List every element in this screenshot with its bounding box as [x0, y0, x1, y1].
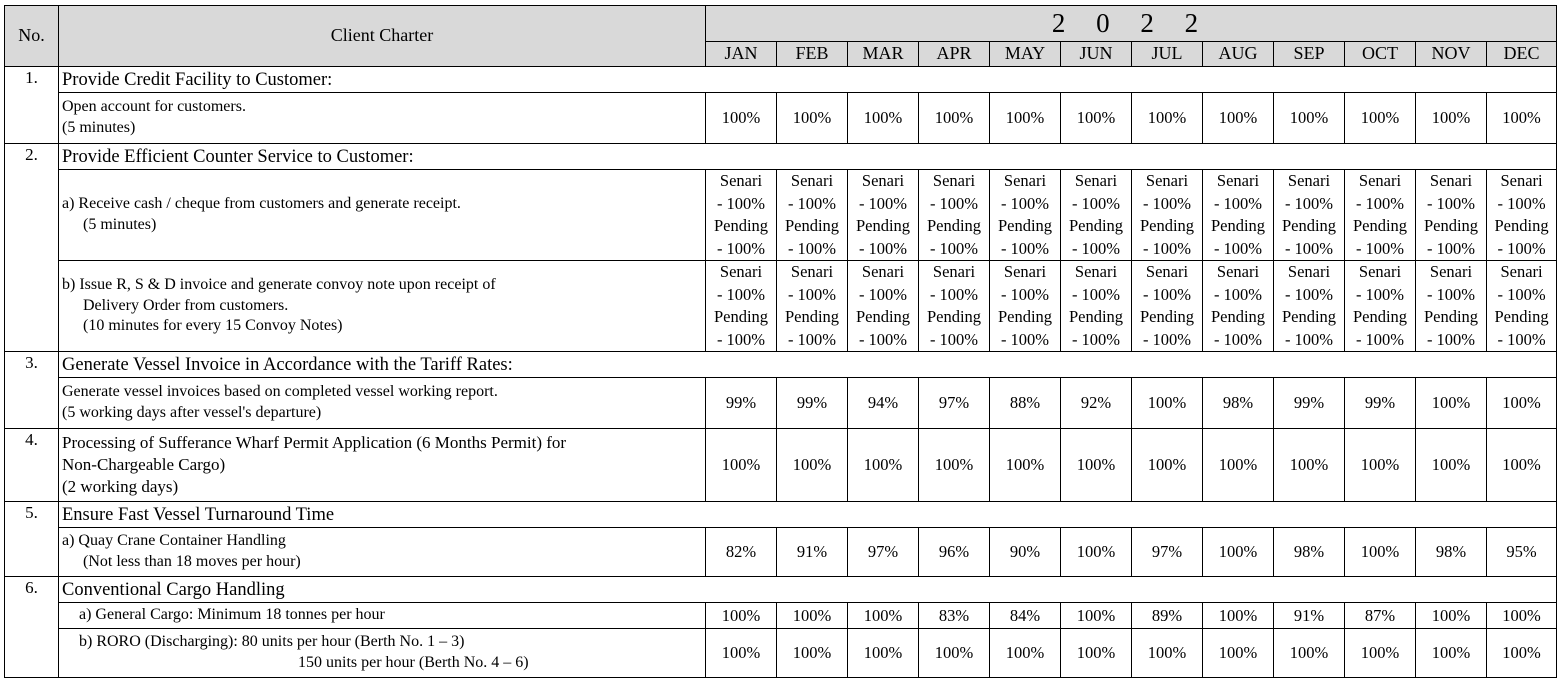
- status-line: - 100%: [1071, 284, 1121, 304]
- description-line: Non-Chargeable Cargo): [62, 455, 226, 475]
- status-line: - 100%: [716, 284, 766, 304]
- month-value-cell: 100%: [1345, 429, 1416, 502]
- status-line: Pending: [1068, 307, 1124, 327]
- month-value-cell: 100%: [1061, 93, 1132, 144]
- status-line: Senari: [1145, 171, 1189, 191]
- month-header-feb: FEB: [777, 42, 848, 67]
- status-line: - 100%: [787, 284, 837, 304]
- status-line: - 100%: [1355, 284, 1405, 304]
- month-value-cell: 99%: [706, 378, 777, 429]
- month-value-cell: 100%: [777, 629, 848, 678]
- section-number: 4.: [5, 429, 59, 502]
- status-line: - 100%: [1284, 329, 1334, 349]
- status-line: Pending: [1281, 216, 1337, 236]
- month-value-cell: 100%: [990, 429, 1061, 502]
- status-cell: [706, 261, 777, 352]
- month-value-cell: 100%: [1274, 429, 1345, 502]
- status-line: - 100%: [1000, 284, 1050, 304]
- status-line: Pending: [1494, 216, 1549, 236]
- status-line: - 100%: [929, 193, 979, 213]
- section-heading-row: [5, 577, 1557, 603]
- status-line: Senari: [1003, 262, 1047, 282]
- month-value-cell: 100%: [706, 429, 777, 502]
- status-line: Senari: [719, 171, 763, 191]
- status-cell: [706, 170, 777, 261]
- month-value-cell: 99%: [777, 378, 848, 429]
- status-line: Senari: [1500, 171, 1543, 191]
- month-value-cell: 94%: [848, 378, 919, 429]
- status-line: - 100%: [716, 193, 766, 213]
- status-line: Senari: [1216, 171, 1260, 191]
- status-line: Pending: [997, 216, 1053, 236]
- item-description: [59, 528, 706, 577]
- status-line: Senari: [1358, 262, 1402, 282]
- status-line: - 100%: [1142, 193, 1192, 213]
- status-line: - 100%: [1071, 329, 1121, 349]
- section-number: 6.: [5, 577, 59, 678]
- month-value-cell: 82%: [706, 528, 777, 577]
- month-value-cell: 100%: [777, 93, 848, 144]
- month-value-cell: 100%: [1132, 429, 1203, 502]
- month-value-cell: 100%: [1416, 429, 1487, 502]
- description-line: Generate vessel invoices based on completed vessel working report.: [62, 383, 498, 401]
- status-cell: [1416, 170, 1487, 261]
- description-line: 150 units per hour (Berth No. 4 – 6): [298, 654, 529, 672]
- status-line: - 100%: [929, 238, 979, 258]
- description-line: Open account for customers.: [62, 98, 246, 116]
- month-value-cell: 100%: [706, 629, 777, 678]
- status-line: Pending: [1352, 307, 1408, 327]
- month-header-jul: JUL: [1132, 42, 1203, 67]
- status-line: - 100%: [1355, 193, 1405, 213]
- month-value-cell: 100%: [848, 429, 919, 502]
- status-line: Senari: [1358, 171, 1402, 191]
- month-header-aug: AUG: [1203, 42, 1274, 67]
- month-value-cell: 83%: [919, 603, 990, 629]
- month-value-cell: 91%: [1274, 603, 1345, 629]
- status-line: Pending: [713, 216, 769, 236]
- status-line: - 100%: [1355, 238, 1405, 258]
- status-line: - 100%: [1426, 329, 1476, 349]
- status-line: - 100%: [1284, 284, 1334, 304]
- month-header-oct: OCT: [1345, 42, 1416, 67]
- month-header-may: MAY: [990, 42, 1061, 67]
- status-cell: [848, 261, 919, 352]
- status-line: - 100%: [1426, 284, 1476, 304]
- status-line: Senari: [1429, 262, 1473, 282]
- month-header-mar: MAR: [848, 42, 919, 67]
- status-line: - 100%: [716, 238, 766, 258]
- description-line: a) Quay Crane Container Handling: [62, 532, 286, 550]
- month-value-cell: 100%: [1487, 629, 1557, 678]
- status-line: Pending: [713, 307, 769, 327]
- status-line: Pending: [1139, 216, 1195, 236]
- table-row: [5, 528, 1557, 577]
- month-value-cell: 100%: [1203, 429, 1274, 502]
- table-row: [5, 378, 1557, 429]
- month-value-cell: 100%: [706, 603, 777, 629]
- status-line: - 100%: [1071, 193, 1121, 213]
- item-description: [59, 261, 706, 352]
- description-line: (10 minutes for every 15 Convoy Notes): [83, 317, 343, 335]
- section-heading-row: [5, 67, 1557, 93]
- description-line: Delivery Order from customers.: [83, 296, 289, 314]
- status-line: Senari: [861, 171, 905, 191]
- table-row: [5, 93, 1557, 144]
- status-cell: [1345, 261, 1416, 352]
- month-value-cell: 100%: [1274, 629, 1345, 678]
- section-title: Provide Credit Facility to Customer:: [59, 67, 1557, 93]
- description-line: a) General Cargo: Minimum 18 tonnes per hour: [79, 606, 385, 624]
- item-description: [59, 603, 706, 629]
- status-line: - 100%: [858, 329, 908, 349]
- status-line: - 100%: [1000, 329, 1050, 349]
- status-line: Senari: [1003, 171, 1047, 191]
- section-number: 2.: [5, 144, 59, 352]
- month-value-cell: 100%: [1061, 629, 1132, 678]
- status-line: Senari: [719, 262, 763, 282]
- month-value-cell: 92%: [1061, 378, 1132, 429]
- status-line: Pending: [1494, 307, 1549, 327]
- description-line: Processing of Sufferance Wharf Permit Application (6 Months Permit) for: [62, 432, 567, 452]
- month-value-cell: 100%: [1203, 93, 1274, 144]
- month-value-cell: 98%: [1416, 528, 1487, 577]
- month-value-cell: 100%: [777, 429, 848, 502]
- status-cell: [777, 261, 848, 352]
- month-value-cell: 97%: [919, 378, 990, 429]
- status-line: - 100%: [787, 238, 837, 258]
- status-line: Senari: [1287, 262, 1331, 282]
- status-line: Pending: [1139, 307, 1195, 327]
- month-value-cell: 96%: [919, 528, 990, 577]
- table-row: [5, 261, 1557, 352]
- status-line: Pending: [1068, 216, 1124, 236]
- description-line: b) Issue R, S & D invoice and generate convoy note upon receipt of: [62, 275, 496, 293]
- status-line: - 100%: [1497, 329, 1546, 349]
- status-cell: [777, 170, 848, 261]
- status-line: Pending: [855, 307, 911, 327]
- month-value-cell: 100%: [990, 629, 1061, 678]
- status-cell: [919, 170, 990, 261]
- section-number: 5.: [5, 502, 59, 577]
- month-value-cell: 100%: [1203, 629, 1274, 678]
- status-line: Senari: [1074, 171, 1118, 191]
- status-line: - 100%: [787, 329, 837, 349]
- status-cell: [1061, 170, 1132, 261]
- client-charter-table: [4, 5, 1557, 678]
- month-value-cell: 97%: [1132, 528, 1203, 577]
- section-title: Generate Vessel Invoice in Accordance with the Tariff Rates:: [59, 352, 1557, 378]
- section-heading-row: [5, 144, 1557, 170]
- section-title: Provide Efficient Counter Service to Customer:: [59, 144, 1557, 170]
- status-line: Pending: [784, 216, 840, 236]
- month-header-sep: SEP: [1274, 42, 1345, 67]
- item-description: [59, 378, 706, 429]
- table-row: [5, 629, 1557, 678]
- status-line: - 100%: [1142, 238, 1192, 258]
- status-cell: [1061, 261, 1132, 352]
- table-row: [5, 603, 1557, 629]
- description-line: a) Receive cash / cheque from customers and generate receipt.: [62, 195, 461, 213]
- description-line: (5 minutes): [62, 119, 136, 137]
- month-header-nov: NOV: [1416, 42, 1487, 67]
- status-line: Senari: [1500, 262, 1543, 282]
- item-description: [59, 629, 706, 678]
- status-line: Senari: [1074, 262, 1118, 282]
- month-value-cell: 100%: [848, 629, 919, 678]
- status-line: - 100%: [1213, 193, 1263, 213]
- status-line: Pending: [1423, 307, 1479, 327]
- month-value-cell: 99%: [1274, 378, 1345, 429]
- status-line: - 100%: [1426, 193, 1476, 213]
- status-line: Pending: [1423, 216, 1479, 236]
- month-value-cell: 100%: [1132, 378, 1203, 429]
- status-cell: [848, 170, 919, 261]
- month-value-cell: 100%: [1416, 378, 1487, 429]
- status-line: Pending: [1210, 307, 1266, 327]
- month-value-cell: 87%: [1345, 603, 1416, 629]
- status-line: Senari: [790, 171, 834, 191]
- status-line: Pending: [784, 307, 840, 327]
- status-cell: [1416, 261, 1487, 352]
- status-line: - 100%: [1426, 238, 1476, 258]
- status-line: - 100%: [1497, 284, 1546, 304]
- month-value-cell: 97%: [848, 528, 919, 577]
- column-header-no: No.: [5, 6, 59, 67]
- status-line: - 100%: [787, 193, 837, 213]
- month-header-jun: JUN: [1061, 42, 1132, 67]
- status-line: - 100%: [858, 238, 908, 258]
- status-line: - 100%: [1071, 238, 1121, 258]
- item-description: [59, 429, 706, 502]
- month-value-cell: 100%: [848, 603, 919, 629]
- status-line: Senari: [932, 262, 976, 282]
- month-value-cell: 100%: [1345, 528, 1416, 577]
- status-line: - 100%: [716, 329, 766, 349]
- status-cell: [990, 261, 1061, 352]
- month-header-apr: APR: [919, 42, 990, 67]
- status-line: - 100%: [1000, 238, 1050, 258]
- month-value-cell: 100%: [1274, 93, 1345, 144]
- table-body: [5, 67, 1557, 678]
- month-value-cell: 100%: [1203, 603, 1274, 629]
- status-line: - 100%: [1142, 329, 1192, 349]
- month-value-cell: 84%: [990, 603, 1061, 629]
- status-line: Senari: [932, 171, 976, 191]
- status-line: - 100%: [858, 284, 908, 304]
- status-line: Senari: [790, 262, 834, 282]
- item-description: [59, 170, 706, 261]
- status-line: - 100%: [1000, 193, 1050, 213]
- status-line: - 100%: [1284, 238, 1334, 258]
- status-line: - 100%: [1497, 193, 1546, 213]
- section-heading-row: [5, 502, 1557, 528]
- description-line: (Not less than 18 moves per hour): [83, 553, 301, 571]
- status-cell: [1203, 261, 1274, 352]
- section-number: 3.: [5, 352, 59, 429]
- month-value-cell: 100%: [1132, 629, 1203, 678]
- section-title: Ensure Fast Vessel Turnaround Time: [59, 502, 1557, 528]
- status-line: Senari: [1429, 171, 1473, 191]
- section-title: Conventional Cargo Handling: [59, 577, 1557, 603]
- month-value-cell: 98%: [1274, 528, 1345, 577]
- status-line: Pending: [1352, 216, 1408, 236]
- month-value-cell: 88%: [990, 378, 1061, 429]
- month-value-cell: 100%: [1416, 603, 1487, 629]
- status-line: Pending: [997, 307, 1053, 327]
- month-header-jan: JAN: [706, 42, 777, 67]
- status-line: - 100%: [929, 284, 979, 304]
- month-value-cell: 100%: [1487, 429, 1557, 502]
- status-line: Pending: [1281, 307, 1337, 327]
- month-value-cell: 100%: [919, 429, 990, 502]
- status-cell: [990, 170, 1061, 261]
- status-cell: [1487, 261, 1557, 352]
- month-value-cell: 100%: [1061, 528, 1132, 577]
- status-line: - 100%: [1213, 329, 1263, 349]
- status-line: Pending: [926, 216, 982, 236]
- month-value-cell: 100%: [1345, 93, 1416, 144]
- month-value-cell: 90%: [990, 528, 1061, 577]
- description-line: (2 working days): [62, 477, 179, 497]
- month-value-cell: 100%: [990, 93, 1061, 144]
- status-line: - 100%: [858, 193, 908, 213]
- status-line: Pending: [855, 216, 911, 236]
- column-header-client-charter: Client Charter: [59, 6, 706, 67]
- month-value-cell: 100%: [1345, 629, 1416, 678]
- month-value-cell: 95%: [1487, 528, 1557, 577]
- section-number: 1.: [5, 67, 59, 144]
- status-line: Senari: [1287, 171, 1331, 191]
- description-line: (5 working days after vessel's departure): [62, 404, 322, 422]
- status-line: Senari: [861, 262, 905, 282]
- status-line: - 100%: [1497, 238, 1546, 258]
- month-value-cell: 100%: [1487, 603, 1557, 629]
- status-cell: [1203, 170, 1274, 261]
- status-cell: [1274, 170, 1345, 261]
- description-line: b) RORO (Discharging): 80 units per hour (Berth No. 1 – 3): [79, 633, 465, 651]
- description-line: (5 minutes): [83, 216, 157, 234]
- month-value-cell: 89%: [1132, 603, 1203, 629]
- item-description: [59, 93, 706, 144]
- table-row: [5, 429, 1557, 502]
- month-value-cell: 100%: [1061, 429, 1132, 502]
- month-value-cell: 99%: [1345, 378, 1416, 429]
- month-value-cell: 100%: [1203, 528, 1274, 577]
- status-cell: [1132, 170, 1203, 261]
- month-value-cell: 100%: [1061, 603, 1132, 629]
- status-cell: [1487, 170, 1557, 261]
- status-line: Senari: [1216, 262, 1260, 282]
- status-line: Pending: [1210, 216, 1266, 236]
- month-value-cell: 100%: [919, 629, 990, 678]
- month-value-cell: 100%: [1487, 93, 1557, 144]
- status-cell: [1345, 170, 1416, 261]
- status-line: Senari: [1145, 262, 1189, 282]
- month-value-cell: 100%: [848, 93, 919, 144]
- status-line: - 100%: [929, 329, 979, 349]
- month-value-cell: 91%: [777, 528, 848, 577]
- status-line: - 100%: [1213, 284, 1263, 304]
- status-cell: [1274, 261, 1345, 352]
- month-value-cell: 100%: [1487, 378, 1557, 429]
- status-cell: [1132, 261, 1203, 352]
- month-value-cell: 100%: [706, 93, 777, 144]
- status-line: Pending: [926, 307, 982, 327]
- status-line: - 100%: [1355, 329, 1405, 349]
- month-value-cell: 100%: [1416, 629, 1487, 678]
- table-row: [5, 170, 1557, 261]
- month-header-dec: DEC: [1487, 42, 1557, 67]
- month-value-cell: 98%: [1203, 378, 1274, 429]
- month-value-cell: 100%: [919, 93, 990, 144]
- status-line: - 100%: [1213, 238, 1263, 258]
- month-value-cell: 100%: [1132, 93, 1203, 144]
- month-value-cell: 100%: [777, 603, 848, 629]
- month-value-cell: 100%: [1416, 93, 1487, 144]
- status-line: - 100%: [1284, 193, 1334, 213]
- status-line: - 100%: [1142, 284, 1192, 304]
- year-header: 2 0 2 2: [706, 6, 1557, 42]
- status-cell: [919, 261, 990, 352]
- section-heading-row: [5, 352, 1557, 378]
